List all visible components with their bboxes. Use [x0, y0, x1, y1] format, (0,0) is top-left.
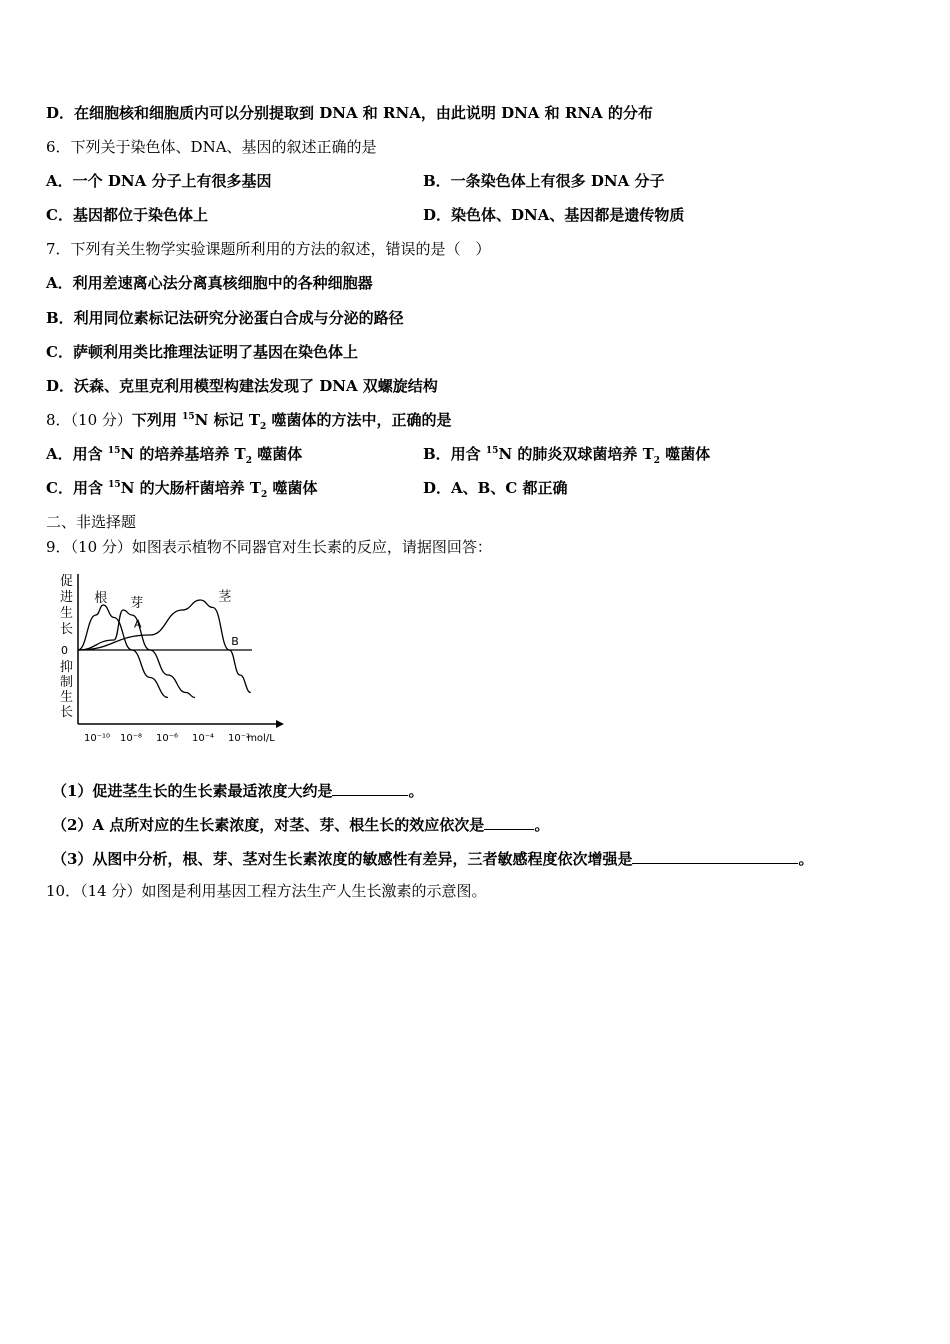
q8-options-row2	[46, 478, 568, 500]
q6-option-d: D．染色体、DNA、基因都是遗传物质	[423, 206, 685, 224]
q8-option-b: B．用含 $^{15}$N 的肺炎双球菌培养 $T_2$ 噬菌体	[423, 445, 711, 466]
q6-option-b: B．一条染色体上有很多 DNA 分子	[423, 172, 665, 190]
series-label-2: 芽	[130, 596, 144, 611]
y-label-promote-char: 进	[60, 590, 74, 605]
q6-option-c: C．基因都位于染色体上	[46, 206, 208, 224]
q9-part2: （2）A 点所对应的生长素浓度，对茎、芽、根生长的效应依次是 。	[52, 813, 549, 835]
q9-answer-blank-3[interactable]	[632, 847, 798, 864]
q8-number: 8．（10 分）	[46, 411, 132, 429]
point-label-a: A	[134, 617, 142, 631]
q6-options-row2	[46, 205, 685, 225]
q8-option-a: A．用含 $^{15}$N 的培养基培养 $T_2$ 噬菌体	[46, 445, 303, 466]
x-tick-label: 10⁻²	[228, 733, 251, 744]
series-label-1: 根	[94, 591, 108, 606]
series-label-3: 茎	[218, 589, 232, 605]
x-tick-label: 10⁻⁶	[156, 733, 179, 744]
q8-option-d: D．A、B、C 都正确	[423, 479, 568, 497]
q9-part1: （1）促进茎生长的生长素最适浓度大约是 。	[52, 779, 423, 801]
q10-stem: 10．（14 分）如图是利用基因工程方法生产人生长激素的示意图。	[46, 882, 487, 900]
y-label-inhibit-char: 生	[60, 690, 74, 705]
y-label-inhibit-char: 制	[60, 675, 74, 690]
x-axis-arrow	[276, 720, 284, 728]
auxin-response-chart	[52, 574, 292, 750]
y-label-inhibit-char: 长	[60, 705, 74, 720]
q6-option-a: A．一个 DNA 分子上有很多基因	[46, 172, 272, 190]
y-label-promote-char: 促	[60, 574, 74, 589]
y-label-inhibit-char: 抑	[60, 660, 74, 675]
q8-stem-text: 下列用 $^{15}$N 标记 $T_2$ 噬菌体的方法中，正确的是	[131, 411, 452, 432]
y-label-promote-char: 生	[60, 606, 74, 621]
q5-option-d: D．在细胞核和细胞质内可以分别提取到 DNA 和 RNA，由此说明 DNA 和 RNA 的分布	[46, 104, 653, 122]
q6-stem: 6．下列关于染色体、DNA、基因的叙述正确的是	[46, 138, 377, 156]
q9-stem: 9．（10 分）如图表示植物不同器官对生长素的反应，请据图回答：	[46, 538, 492, 556]
x-tick-label: 10⁻⁴	[192, 733, 215, 744]
q7-option-c: C．萨顿利用类比推理法证明了基因在染色体上	[46, 343, 358, 361]
x-axis-unit: mol/L	[247, 733, 275, 744]
curve-series-3	[78, 600, 251, 693]
curve-series-1	[78, 605, 168, 698]
q9-answer-blank-2[interactable]	[484, 813, 534, 830]
section-heading: 二、非选择题	[46, 513, 137, 531]
q9-part3: （3）从图中分析，根、芽、茎对生长素浓度的敏感性有差异，三者敏感程度依次增强是 。	[52, 847, 813, 869]
q7-stem: 7．下列有关生物学实验课题所利用的方法的叙述，错误的是（ ）	[46, 240, 491, 258]
q8-stem	[46, 410, 452, 430]
x-tick-label: 10⁻⁸	[120, 733, 143, 744]
q7-option-d: D．沃森、克里克利用模型构建法发现了 DNA 双螺旋结构	[46, 377, 438, 395]
x-tick-label: 10⁻¹⁰	[84, 733, 111, 744]
q7-option-a: A．利用差速离心法分离真核细胞中的各种细胞器	[46, 274, 373, 292]
q9-answer-blank-1[interactable]	[332, 779, 408, 796]
q8-options-row1	[46, 444, 711, 466]
q7-option-b: B．利用同位素标记法研究分泌蛋白合成与分泌的路径	[46, 309, 404, 327]
y-label-promote-char: 长	[60, 622, 74, 637]
y-label-zero: 0	[61, 644, 68, 657]
point-label-b: B	[231, 635, 239, 648]
q8-option-c: C．用含 $^{15}$N 的大肠杆菌培养 $T_2$ 噬菌体	[46, 479, 318, 500]
q6-options-row1	[46, 171, 665, 191]
